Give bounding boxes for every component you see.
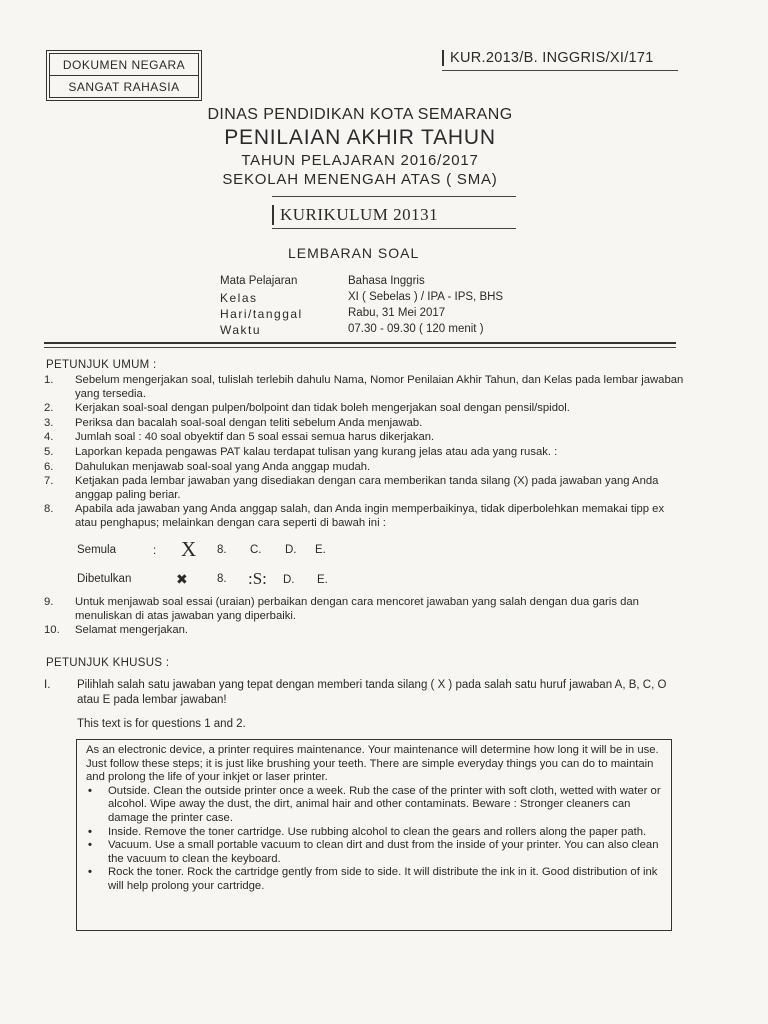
instruction-item — [44, 475, 684, 502]
general-instructions-list — [44, 374, 684, 532]
instruction-text: Sebelum mengerjakan soal, tulislah terlebih dahulu Nama, Nomor Penilaian Akhir Tahun, dan Kelas pada lembar jawaban yang tersedia. — [75, 374, 684, 400]
example-option-b: 8. — [217, 544, 227, 556]
header-divider-thin — [44, 347, 676, 348]
document-code: KUR.2013/B. INGGRIS/XI/171 — [442, 50, 686, 66]
instruction-number: 7. — [44, 475, 54, 488]
info-row-subject — [220, 275, 540, 291]
info-row-date — [220, 307, 540, 323]
bullet-icon: • — [88, 839, 92, 852]
passage-intro: As an electronic device, a printer requires maintenance. Your maintenance will determine how long it will be in use. Just follow these steps; it is just like brushing your teeth. There are simple everyday things you can do to maintain and prolong the life of your inkjet or laser printer. — [86, 744, 659, 784]
instruction-text: Ketjakan pada lembar jawaban yang disediakan dengan cara memberikan tanda silang (X) pada jawaban yang Anda anggap paling beriar. — [75, 475, 659, 501]
instruction-text: Dahulukan menjawab soal-soal yang Anda anggap mudah. — [75, 460, 371, 473]
example-original — [77, 537, 377, 563]
info-row-class — [220, 291, 540, 307]
passage-bullet — [86, 785, 663, 826]
instruction-item — [44, 624, 684, 638]
instruction-number: 2. — [44, 402, 54, 415]
corrected-mark-icon: ✖ — [176, 571, 188, 587]
instruction-item — [44, 374, 684, 401]
general-instructions-list-2 — [44, 596, 684, 639]
instruction-text: Periksa dan bacalah soal-soal dengan teliti sebelum Anda menjawab. — [75, 416, 423, 429]
info-label: Kelas — [220, 291, 258, 305]
agency-name: DINAS PENDIDIKAN KOTA SEMARANG — [207, 106, 513, 123]
bullet-text: Rock the toner. Rock the cartridge gently from side to side. It will distribute the ink in it. Good distribution of ink will help prolong your cartridge. — [108, 866, 658, 892]
instruction-item — [44, 402, 684, 416]
info-value: Bahasa Inggris — [348, 275, 425, 287]
curriculum-rule-bottom — [272, 228, 516, 229]
example-option-b: 8. — [217, 573, 227, 585]
code-underline — [442, 70, 678, 71]
instruction-text: Kerjakan soal-soal dengan pulpen/bolpoint dan tidak boleh mengerjakan soal dengan pensil/spidol. — [75, 402, 570, 415]
instruction-number: 6. — [44, 460, 54, 473]
example-colon: : — [153, 545, 157, 557]
instruction-item — [44, 417, 684, 431]
info-value: Rabu, 31 Mei 2017 — [348, 307, 446, 319]
example-option-c-corrected: :S: — [248, 569, 267, 588]
example-corrected — [77, 570, 377, 592]
bullet-icon: • — [88, 866, 92, 879]
specific-instruction-item — [44, 678, 684, 707]
passage-bullet — [86, 826, 663, 840]
example-option-e: E. — [317, 574, 328, 586]
general-instructions-title: PETUNJUK UMUM : — [46, 359, 157, 371]
cross-mark-icon: X — [181, 537, 197, 561]
passage-bullet — [86, 866, 663, 893]
reading-passage-box — [76, 739, 672, 931]
stamp-inner — [49, 53, 199, 98]
instruction-item — [44, 431, 684, 445]
instruction-text: Selamat mengerjakan. — [75, 624, 189, 637]
instruction-number: 8. — [44, 503, 54, 516]
sheet-title: LEMBARAN SOAL — [288, 245, 420, 261]
passage-bullet — [86, 839, 663, 866]
instruction-number: 3. — [44, 416, 54, 429]
instruction-text: Untuk menjawab soal essai (uraian) perbaikan dengan cara mencoret jawaban yang salah dengan dua garis dan menuliskan di atas jawaban yang diperbaiki. — [75, 596, 639, 622]
bullet-text: Vacuum. Use a small portable vacuum to clean dirt and dust from the inside of your printer. You can also clean the vacuum to clean the keyboard. — [108, 839, 659, 865]
instruction-number: I. — [44, 679, 51, 691]
header-divider-thick — [44, 342, 676, 344]
example-option-e: E. — [315, 544, 326, 556]
classification-stamp — [46, 50, 202, 101]
bullet-text: Outside. Clean the outside printer once a week. Rub the case of the printer with soft cloth, wetted with water or alcohol. Wipe away the dust, the dirt, animal hair and other contaminats. Beware : Stronger cleaners can damage the printer case. — [108, 784, 661, 824]
example-option-d: D. — [285, 544, 297, 556]
instruction-text: Laporkan kepada pengawas PAT kalau terdapat tulisan yang kurang jelas atau ada yang rusak. : — [75, 445, 558, 458]
info-value: 07.30 - 09.30 ( 120 menit ) — [348, 323, 484, 335]
school-level: SEKOLAH MENENGAH ATAS ( SMA) — [222, 171, 498, 188]
info-label: Hari/tanggal — [220, 307, 303, 321]
instruction-text: Apabila ada jawaban yang Anda anggap salah, dan Anda ingin memperbaikinya, tidak diperbolehkan memakai tipp ex atau penghapus; melainkan dengan cara seperti di bawah ini : — [75, 503, 665, 529]
example-label: Semula — [77, 544, 116, 556]
instruction-number: 4. — [44, 431, 54, 444]
info-value: XI ( Sebelas ) / IPA - IPS, BHS — [348, 291, 504, 303]
instruction-text: Jumlah soal : 40 soal obyektif dan 5 soal essai semua harus dikerjakan. — [75, 431, 435, 444]
exam-title: PENILAIAN AKHIR TAHUN — [224, 126, 496, 149]
stamp-line-1: DOKUMEN NEGARA — [62, 58, 186, 72]
stamp-line-2: SANGAT RAHASIA — [50, 75, 198, 97]
text-for-questions: This text is for questions 1 and 2. — [77, 718, 246, 730]
instruction-number: 10. — [44, 624, 60, 637]
instruction-item — [44, 596, 684, 623]
info-label: Waktu — [220, 323, 262, 337]
instruction-item — [44, 446, 684, 460]
bullet-text: Inside. Remove the toner cartridge. Use rubbing alcohol to clean the gears and rollers along the paper path. — [108, 825, 647, 838]
example-option-c: C. — [250, 544, 262, 556]
curriculum-label: KURIKULUM 20131 — [272, 205, 450, 225]
example-label: Dibetulkan — [77, 573, 132, 585]
curriculum-rule-top — [272, 196, 516, 197]
instruction-item — [44, 503, 684, 530]
bullet-icon: • — [88, 784, 92, 797]
exam-info-table — [220, 275, 540, 339]
school-year: TAHUN PELAJARAN 2016/2017 — [241, 152, 479, 169]
example-option-d: D. — [283, 574, 295, 586]
instruction-number: 5. — [44, 445, 54, 458]
bullet-icon: • — [88, 825, 92, 838]
info-label: Mata Pelajaran — [220, 275, 298, 287]
specific-instructions-title: PETUNJUK KHUSUS : — [46, 657, 170, 669]
instruction-number: 9. — [44, 596, 54, 608]
info-row-time — [220, 323, 540, 339]
instruction-item — [44, 461, 684, 475]
instruction-text: Pilihlah salah satu jawaban yang tepat dengan memberi tanda silang ( X ) pada salah satu huruf jawaban A, B, C, O atau E pada lembar jawaban! — [77, 679, 667, 706]
instruction-number: 1. — [44, 374, 54, 386]
